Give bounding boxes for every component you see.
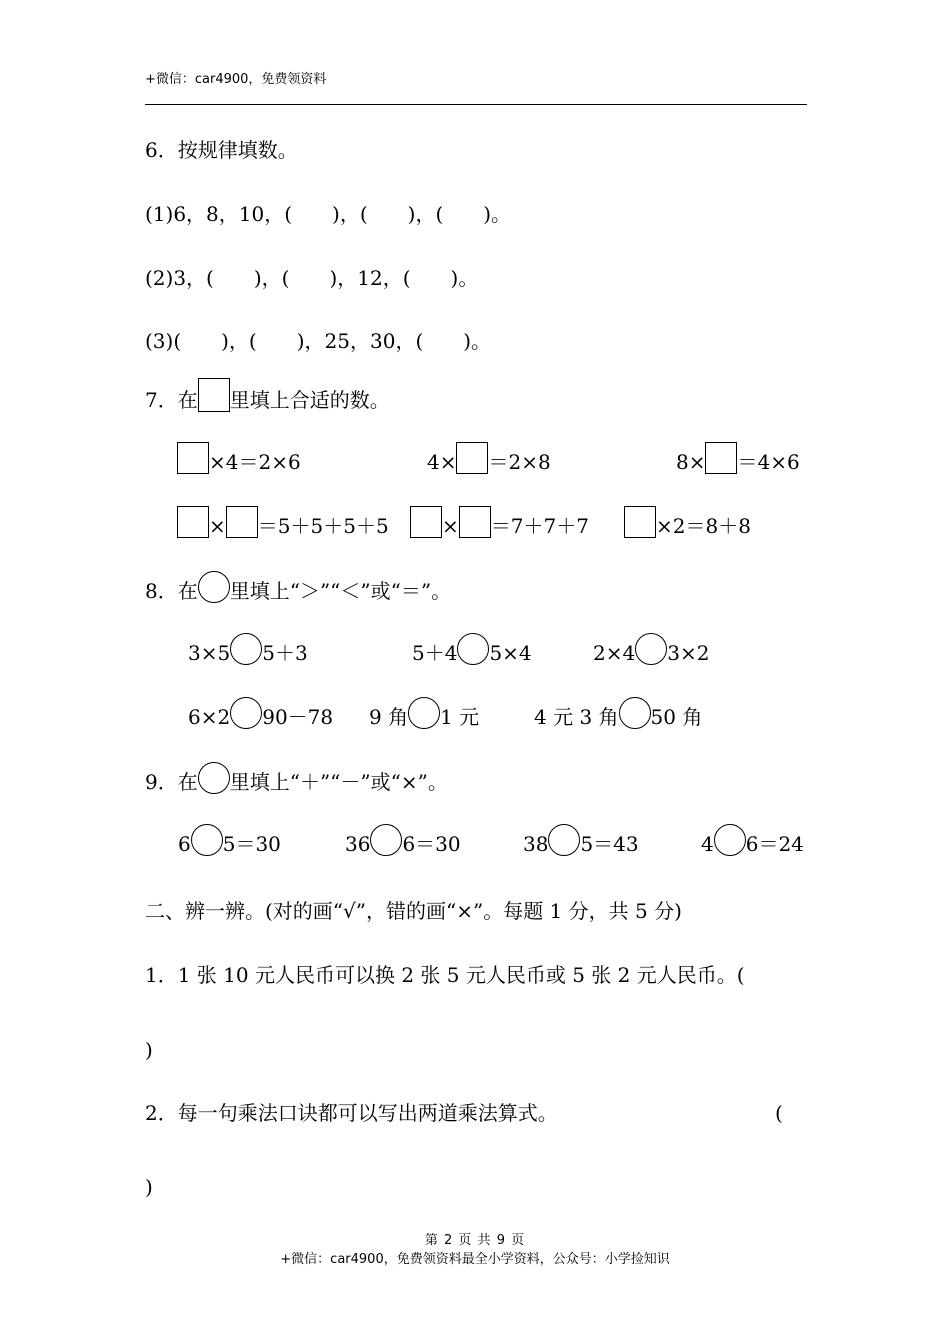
- q9-c-post: 5＝43: [580, 832, 639, 856]
- q7-a2-post: ＝5＋5＋5＋5: [257, 514, 389, 538]
- answer-circle[interactable]: [457, 633, 489, 665]
- q8-item-c1: [593, 631, 709, 665]
- q9-d-pre: 4: [701, 832, 714, 856]
- q8-a2-pre: 6×2: [188, 705, 231, 729]
- q9-title: [145, 758, 448, 794]
- q7-item-c2: [624, 504, 751, 538]
- q8-c1-pre: 2×4: [593, 641, 636, 665]
- answer-circle[interactable]: [714, 824, 746, 856]
- q8-item-a1: [188, 631, 308, 665]
- q7-b1-pre: 4×: [427, 450, 457, 474]
- q9-item-d: [701, 822, 804, 856]
- q7-title: [145, 376, 390, 412]
- footer-text: +微信：car4900，免费领资料最全小学资料，公众号：小学捡知识: [280, 1252, 670, 1267]
- q9-d-post: 6＝24: [745, 832, 804, 856]
- part2-q2-close: ): [145, 1175, 153, 1199]
- q8-b2-pre: 9 角: [369, 705, 409, 729]
- q8-a1-pre: 3×5: [188, 641, 231, 665]
- q8-b2-post: 1 元: [440, 705, 480, 729]
- header-text: +微信：car4900，免费领资料: [145, 72, 327, 87]
- q8-c2-pre: 4 元 3 角: [534, 705, 619, 729]
- q7-item-b2: [410, 504, 589, 538]
- answer-box[interactable]: [177, 442, 209, 474]
- q8-c1-post: 3×2: [667, 641, 710, 665]
- q6-title: 6．按规律填数。: [145, 138, 298, 162]
- answer-circle-icon: [198, 571, 230, 603]
- q6-line-2: (2)3，( )，( )，12，( )。: [145, 266, 479, 290]
- header-rule: [145, 104, 807, 105]
- part2-q1-close: ): [145, 1038, 153, 1062]
- q9-b-pre: 36: [345, 832, 371, 856]
- q7-item-a1: [177, 440, 301, 474]
- q7-a1-text: ×4＝2×6: [209, 450, 301, 474]
- q7-b2-post: ＝7＋7＋7: [490, 514, 589, 538]
- answer-circle[interactable]: [619, 697, 651, 729]
- part2-q2: 2．每一句乘法口诀都可以写出两道乘法算式。: [145, 1101, 558, 1125]
- q7-title-post: 里填上合适的数。: [229, 388, 390, 412]
- answer-box-icon: [198, 378, 230, 412]
- q8-title: [145, 567, 451, 603]
- q8-b1-post: 5×4: [489, 641, 532, 665]
- answer-circle[interactable]: [230, 697, 262, 729]
- answer-circle-icon: [198, 762, 230, 794]
- q7-item-a2: [177, 504, 389, 538]
- q7-item-b1: [427, 440, 551, 474]
- q6-line-1: (1)6，8，10，( )，( )，( )。: [145, 202, 512, 226]
- q9-item-c: [523, 822, 639, 856]
- q7-a2-mid: ×: [209, 514, 226, 538]
- q7-c2-post: ×2＝8＋8: [656, 514, 751, 538]
- q9-a-post: 5＝30: [222, 832, 281, 856]
- q9-a-pre: 6: [178, 832, 191, 856]
- answer-box[interactable]: [226, 506, 258, 538]
- answer-circle[interactable]: [408, 697, 440, 729]
- answer-circle[interactable]: [370, 824, 402, 856]
- answer-circle[interactable]: [548, 824, 580, 856]
- answer-box[interactable]: [624, 506, 656, 538]
- q6-line-3: (3)( )，( )，25，30，( )。: [145, 329, 492, 353]
- answer-box[interactable]: [410, 506, 442, 538]
- q9-item-a: [178, 822, 281, 856]
- q7-item-c1: [676, 440, 800, 474]
- q8-b1-pre: 5＋4: [412, 641, 458, 665]
- page-number: 第 2 页 共 9 页: [424, 1233, 526, 1248]
- part2-title: 二、辨一辨。(对的画“√”，错的画“×”。每题 1 分，共 5 分): [145, 899, 682, 923]
- q8-item-b2: [369, 695, 479, 729]
- q8-c2-post: 50 角: [650, 705, 703, 729]
- q7-b2-mid: ×: [442, 514, 459, 538]
- answer-box[interactable]: [177, 506, 209, 538]
- q8-a2-post: 90－78: [262, 705, 334, 729]
- q8-a1-post: 5＋3: [262, 641, 308, 665]
- q7-title-pre: 7．在: [145, 388, 198, 412]
- part2-q2-open: (: [775, 1101, 783, 1125]
- answer-circle[interactable]: [191, 824, 223, 856]
- answer-box[interactable]: [456, 442, 488, 474]
- q8-title-pre: 8．在: [145, 579, 198, 603]
- part2-q1: 1．1 张 10 元人民币可以换 2 张 5 元人民币或 5 张 2 元人民币。(: [145, 963, 745, 987]
- answer-box[interactable]: [459, 506, 491, 538]
- answer-box[interactable]: [705, 442, 737, 474]
- q9-b-post: 6＝30: [402, 832, 461, 856]
- q9-title-post: 里填上“＋”“－”或“×”。: [229, 770, 448, 794]
- q9-item-b: [345, 822, 461, 856]
- q7-c1-pre: 8×: [676, 450, 706, 474]
- q7-c1-post: ＝4×6: [737, 450, 800, 474]
- answer-circle[interactable]: [635, 633, 667, 665]
- q9-title-pre: 9．在: [145, 770, 198, 794]
- q8-item-a2: [188, 695, 333, 729]
- q9-c-pre: 38: [523, 832, 549, 856]
- q8-title-post: 里填上“＞”“＜”或“＝”。: [229, 579, 452, 603]
- q7-b1-post: ＝2×8: [488, 450, 551, 474]
- q8-item-b1: [412, 631, 532, 665]
- q8-item-c2: [534, 695, 702, 729]
- answer-circle[interactable]: [230, 633, 262, 665]
